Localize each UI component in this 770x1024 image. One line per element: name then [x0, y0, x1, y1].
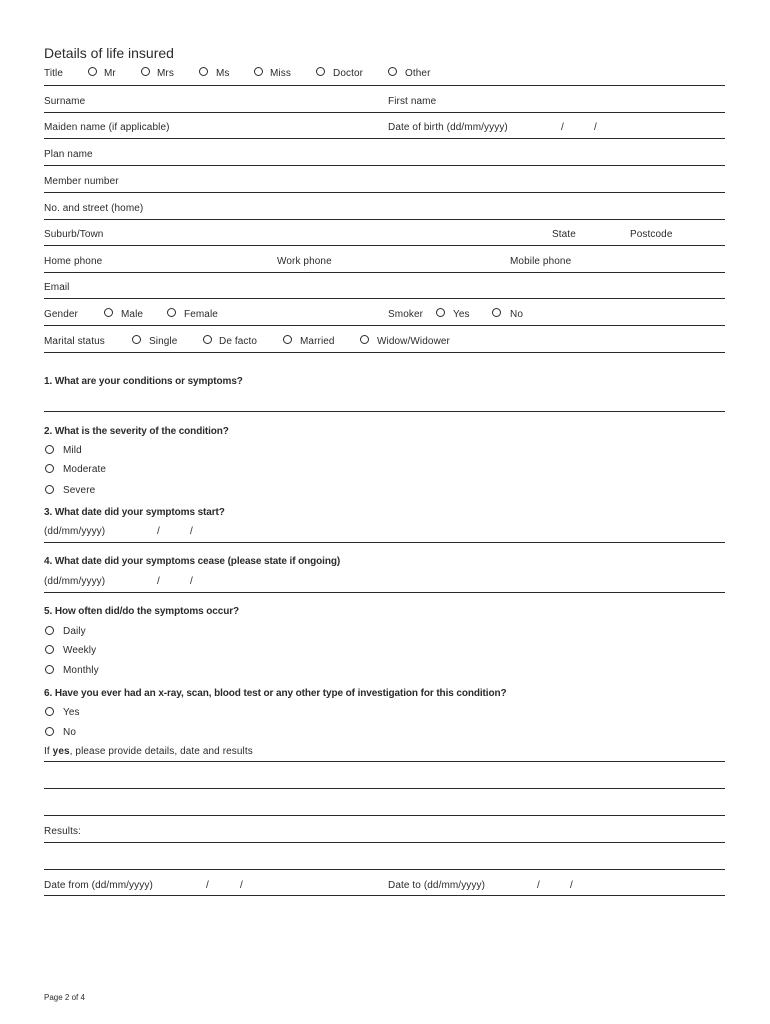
details-field-1[interactable]: [44, 761, 725, 762]
member-number-field[interactable]: [44, 192, 725, 193]
question-1: 1. What are your conditions or symptoms?: [44, 376, 243, 387]
date-separator: /: [240, 880, 243, 891]
option-investigation-yes: Yes: [63, 707, 80, 718]
member-number-label: Member number: [44, 176, 119, 187]
radio-investigation-no[interactable]: [45, 727, 54, 736]
radio-mild[interactable]: [45, 445, 54, 454]
home-phone-label: Home phone: [44, 256, 103, 267]
radio-ms[interactable]: [199, 67, 208, 76]
dob-label: Date of birth (dd/mm/yyyy): [388, 122, 508, 133]
q4-date-hint: (dd/mm/yyyy): [44, 576, 106, 587]
option-investigation-no: No: [63, 727, 76, 738]
details-field-2[interactable]: [44, 788, 725, 789]
email-field[interactable]: [44, 298, 725, 299]
surname-field[interactable]: [44, 112, 725, 113]
results-field-2[interactable]: [44, 869, 725, 870]
radio-female[interactable]: [167, 308, 176, 317]
title-label: Title: [44, 68, 64, 79]
question-3: 3. What date did your symptoms start?: [44, 507, 225, 518]
instruction-if: If: [44, 746, 50, 757]
section-title: Details of life insured: [44, 45, 174, 61]
plan-name-label: Plan name: [44, 149, 93, 160]
option-other: Other: [405, 68, 431, 79]
q4-date-field[interactable]: [44, 592, 725, 593]
option-male: Male: [121, 309, 144, 320]
date-separator: /: [157, 576, 160, 587]
option-defacto: De facto: [219, 336, 258, 347]
radio-smoker-no[interactable]: [492, 308, 501, 317]
date-separator: /: [190, 576, 193, 587]
suburb-field[interactable]: [44, 245, 725, 246]
radio-smoker-yes[interactable]: [436, 308, 445, 317]
option-weekly: Weekly: [63, 645, 97, 656]
option-daily: Daily: [63, 626, 86, 637]
date-from-label: Date from (dd/mm/yyyy): [44, 880, 153, 891]
instruction-yes: yes: [52, 746, 70, 757]
radio-widow[interactable]: [360, 335, 369, 344]
surname-label: Surname: [44, 96, 86, 107]
option-monthly: Monthly: [63, 665, 99, 676]
date-separator: /: [537, 880, 540, 891]
radio-severe[interactable]: [45, 485, 54, 494]
radio-other[interactable]: [388, 67, 397, 76]
marital-rule: [44, 352, 725, 353]
maiden-name-label: Maiden name (if applicable): [44, 122, 170, 133]
option-single: Single: [149, 336, 178, 347]
date-range-field[interactable]: [44, 895, 725, 896]
maiden-name-field[interactable]: [44, 138, 725, 139]
option-moderate: Moderate: [63, 464, 107, 475]
results-field-1[interactable]: [44, 842, 725, 843]
radio-mrs[interactable]: [141, 67, 150, 76]
question-2: 2. What is the severity of the condition?: [44, 426, 229, 437]
date-separator: /: [570, 880, 573, 891]
question-6: 6. Have you ever had an x-ray, scan, blood test or any other type of investigation for this condition?: [44, 688, 507, 699]
option-mild: Mild: [63, 445, 82, 456]
option-miss: Miss: [270, 68, 291, 79]
date-separator: /: [206, 880, 209, 891]
smoker-label: Smoker: [388, 309, 424, 320]
radio-weekly[interactable]: [45, 645, 54, 654]
phone-field[interactable]: [44, 272, 725, 273]
date-separator: /: [594, 122, 597, 133]
first-name-label: First name: [388, 96, 437, 107]
question-5: 5. How often did/do the symptoms occur?: [44, 606, 240, 617]
radio-defacto[interactable]: [203, 335, 212, 344]
radio-married[interactable]: [283, 335, 292, 344]
date-separator: /: [561, 122, 564, 133]
results-label: Results:: [44, 826, 81, 837]
option-mrs: Mrs: [157, 68, 174, 79]
option-doctor: Doctor: [333, 68, 364, 79]
gender-label: Gender: [44, 309, 78, 320]
radio-doctor[interactable]: [316, 67, 325, 76]
option-smoker-no: No: [510, 309, 523, 320]
mobile-phone-label: Mobile phone: [510, 256, 572, 267]
option-ms: Ms: [216, 68, 230, 79]
radio-monthly[interactable]: [45, 665, 54, 674]
radio-daily[interactable]: [45, 626, 54, 635]
option-female: Female: [184, 309, 218, 320]
option-married: Married: [300, 336, 335, 347]
radio-male[interactable]: [104, 308, 113, 317]
street-field[interactable]: [44, 219, 725, 220]
suburb-label: Suburb/Town: [44, 229, 104, 240]
state-label: State: [552, 229, 576, 240]
radio-single[interactable]: [132, 335, 141, 344]
gender-rule: [44, 325, 725, 326]
page-number: Page 2 of 4: [44, 993, 85, 1002]
q3-date-field[interactable]: [44, 542, 725, 543]
radio-investigation-yes[interactable]: [45, 707, 54, 716]
details-instruction: [44, 746, 253, 757]
plan-name-field[interactable]: [44, 165, 725, 166]
option-mr: Mr: [104, 68, 116, 79]
option-smoker-yes: Yes: [453, 309, 470, 320]
marital-status-label: Marital status: [44, 336, 105, 347]
date-to-label: Date to (dd/mm/yyyy): [388, 880, 486, 891]
instruction-rest: , please provide details, date and results: [69, 746, 253, 757]
date-separator: /: [190, 526, 193, 537]
option-widow: Widow/Widower: [377, 336, 450, 347]
title-rule: [44, 85, 725, 86]
date-separator: /: [157, 526, 160, 537]
email-label: Email: [44, 282, 70, 293]
postcode-label: Postcode: [630, 229, 673, 240]
radio-miss[interactable]: [254, 67, 263, 76]
question-4: 4. What date did your symptoms cease (please state if ongoing): [44, 556, 341, 567]
option-severe: Severe: [63, 485, 96, 496]
q1-answer-field[interactable]: [44, 411, 725, 412]
street-label: No. and street (home): [44, 203, 144, 214]
radio-mr[interactable]: [88, 67, 97, 76]
work-phone-label: Work phone: [277, 256, 332, 267]
details-field-3[interactable]: [44, 815, 725, 816]
q3-date-hint: (dd/mm/yyyy): [44, 526, 106, 537]
radio-moderate[interactable]: [45, 464, 54, 473]
